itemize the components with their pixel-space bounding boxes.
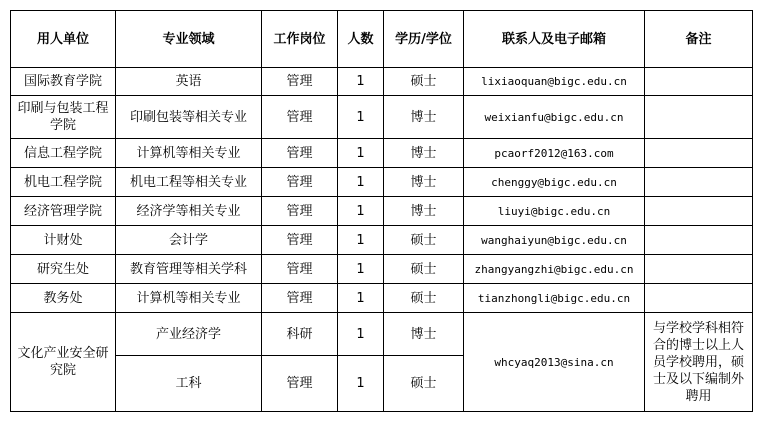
cell-post: 管理	[262, 197, 338, 226]
table-row	[11, 255, 753, 284]
cell-degree: 博士	[384, 197, 464, 226]
header-field: 专业领域	[116, 11, 262, 68]
cell-post: 管理	[262, 68, 338, 96]
cell-contact-email[interactable]: tianzhongli@bigc.edu.cn	[464, 284, 645, 313]
cell-post: 管理	[262, 139, 338, 168]
cell-unit: 研究生处	[11, 255, 116, 284]
cell-note	[645, 226, 753, 255]
cell-degree: 硕士	[384, 284, 464, 313]
cell-post: 管理	[262, 226, 338, 255]
cell-unit: 计财处	[11, 226, 116, 255]
cell-contact-email[interactable]: chenggy@bigc.edu.cn	[464, 168, 645, 197]
cell-field: 英语	[116, 68, 262, 96]
cell-note	[645, 168, 753, 197]
cell-note	[645, 139, 753, 168]
cell-unit: 国际教育学院	[11, 68, 116, 96]
cell-contact-email[interactable]: weixianfu@bigc.edu.cn	[464, 96, 645, 139]
cell-contact-email-merged[interactable]: whcyaq2013@sina.cn	[464, 313, 645, 412]
table-row	[11, 226, 753, 255]
cell-count: 1	[338, 284, 384, 313]
cell-count: 1	[338, 255, 384, 284]
header-note: 备注	[645, 11, 753, 68]
table-row	[11, 313, 753, 356]
table-row	[11, 139, 753, 168]
cell-count: 1	[338, 139, 384, 168]
cell-unit: 印刷与包装工程学院	[11, 96, 116, 139]
recruitment-table	[10, 10, 753, 412]
cell-contact-email[interactable]: zhangyangzhi@bigc.edu.cn	[464, 255, 645, 284]
header-count: 人数	[338, 11, 384, 68]
cell-count: 1	[338, 168, 384, 197]
cell-field: 教育管理等相关学科	[116, 255, 262, 284]
cell-degree: 硕士	[384, 356, 464, 412]
cell-degree: 硕士	[384, 226, 464, 255]
header-row	[11, 11, 753, 68]
header-contact: 联系人及电子邮箱	[464, 11, 645, 68]
cell-contact-email[interactable]: wanghaiyun@bigc.edu.cn	[464, 226, 645, 255]
cell-unit-merged: 文化产业安全研究院	[11, 313, 116, 412]
cell-degree: 硕士	[384, 68, 464, 96]
header-unit: 用人单位	[11, 11, 116, 68]
cell-field: 印刷包装等相关专业	[116, 96, 262, 139]
cell-note	[645, 68, 753, 96]
cell-count: 1	[338, 226, 384, 255]
cell-contact-email[interactable]: lixiaoquan@bigc.edu.cn	[464, 68, 645, 96]
table-row	[11, 96, 753, 139]
cell-count: 1	[338, 197, 384, 226]
cell-degree: 博士	[384, 139, 464, 168]
cell-post: 管理	[262, 168, 338, 197]
cell-post: 管理	[262, 284, 338, 313]
cell-count: 1	[338, 68, 384, 96]
cell-field: 经济学等相关专业	[116, 197, 262, 226]
header-degree: 学历/学位	[384, 11, 464, 68]
cell-field: 计算机等相关专业	[116, 139, 262, 168]
cell-field: 会计学	[116, 226, 262, 255]
cell-note	[645, 284, 753, 313]
cell-unit: 机电工程学院	[11, 168, 116, 197]
cell-post: 管理	[262, 255, 338, 284]
cell-degree: 硕士	[384, 255, 464, 284]
cell-count: 1	[338, 313, 384, 356]
cell-note	[645, 197, 753, 226]
cell-note	[645, 255, 753, 284]
cell-degree: 博士	[384, 168, 464, 197]
cell-count: 1	[338, 96, 384, 139]
cell-post: 管理	[262, 356, 338, 412]
table-row	[11, 168, 753, 197]
cell-degree: 博士	[384, 96, 464, 139]
cell-note	[645, 96, 753, 139]
cell-field: 工科	[116, 356, 262, 412]
table-row	[11, 68, 753, 96]
cell-unit: 教务处	[11, 284, 116, 313]
header-post: 工作岗位	[262, 11, 338, 68]
cell-note-merged: 与学校学科相符合的博士以上人员学校聘用，硕士及以下编制外聘用	[645, 313, 753, 412]
cell-unit: 信息工程学院	[11, 139, 116, 168]
cell-field: 产业经济学	[116, 313, 262, 356]
cell-field: 计算机等相关专业	[116, 284, 262, 313]
cell-count: 1	[338, 356, 384, 412]
cell-post: 管理	[262, 96, 338, 139]
cell-contact-email[interactable]: liuyi@bigc.edu.cn	[464, 197, 645, 226]
cell-unit: 经济管理学院	[11, 197, 116, 226]
cell-post: 科研	[262, 313, 338, 356]
cell-contact-email[interactable]: pcaorf2012@163.com	[464, 139, 645, 168]
table-row	[11, 197, 753, 226]
table-row	[11, 284, 753, 313]
cell-degree: 博士	[384, 313, 464, 356]
cell-field: 机电工程等相关专业	[116, 168, 262, 197]
